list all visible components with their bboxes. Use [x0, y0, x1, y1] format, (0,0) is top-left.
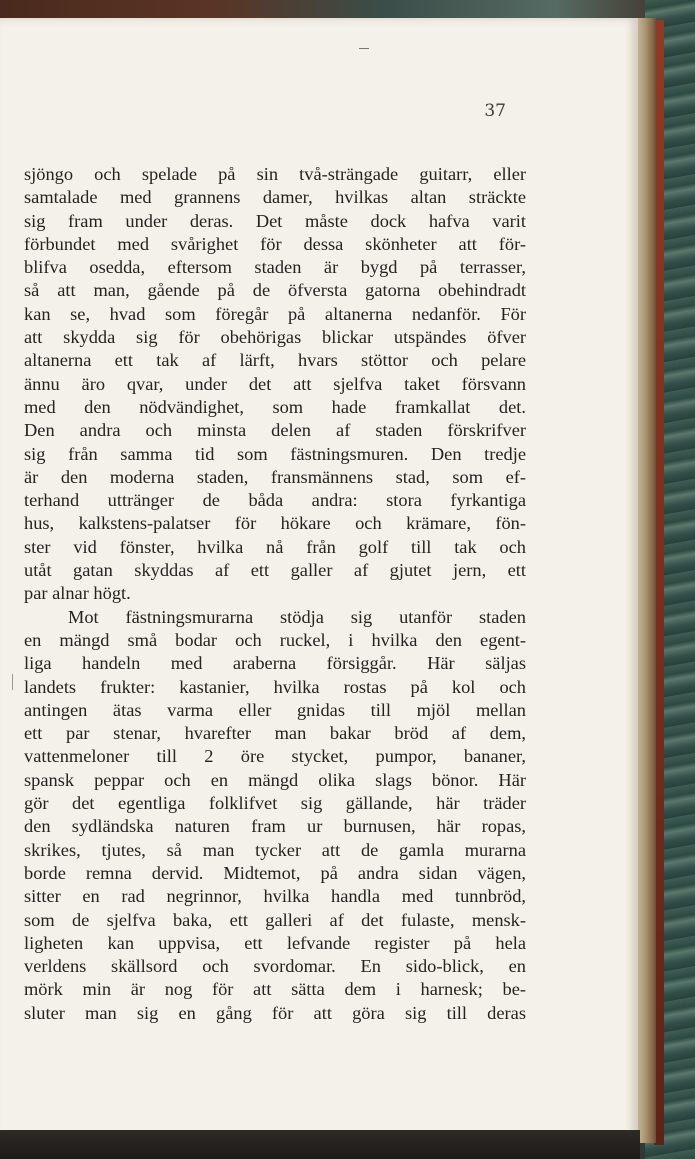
text-line: en mängd små bodar och ruckel, i hvilka den egent- — [24, 629, 526, 650]
text-line: så att man, gående på de öfversta gatorna obehindradt — [24, 280, 526, 301]
text-line: ligheten kan uppvisa, ett lefvande register på hela — [24, 932, 526, 953]
page-stack-edge — [636, 18, 656, 1143]
text-line: sig från samma tid som fästningsmuren. Den tredje — [24, 443, 526, 464]
text-line: ett par stenar, hvarefter man bakar bröd af dem, — [24, 723, 526, 744]
text-line: sitter en rad negrinnor, hvilka handla med tunnbröd, — [24, 886, 526, 907]
text-line: landets frukter: kastanier, hvilka rostas på kol och — [24, 676, 526, 697]
text-line: Den andra och minsta delen af staden förskrifver — [24, 420, 526, 441]
text-line: spansk peppar och en mängd olika slags bönor. Här — [24, 769, 526, 790]
page-number: 37 — [484, 101, 506, 121]
text-line: sig fram under deras. Det måste dock hafva varit — [24, 210, 526, 231]
text-line: verldens skällsord och svordomar. En sido-blick, en — [24, 956, 526, 977]
text-line: ännu äro qvar, under det att sjelfva taket försvann — [24, 373, 526, 394]
text-line: kan se, hvad som föregår på altanerna nedanför. För — [24, 303, 526, 324]
text-line: Mot fästningsmurarna stödja sig utanför staden — [68, 606, 526, 627]
text-line: förbundet med svårighet för dessa skönheter att för- — [24, 233, 526, 254]
text-line: att skydda sig för obehörigas blickar utspändes öfver — [24, 327, 526, 348]
book-bottom-edge — [0, 1130, 640, 1159]
text-line: ster vid fönster, hvilka nå från golf till tak och — [24, 536, 526, 557]
text-line: par alnar högt. — [24, 583, 131, 604]
text-line: terhand uttränger de båda andra: stora fyrkantiga — [24, 490, 526, 511]
print-mark — [359, 48, 369, 49]
text-line: utåt gatan skyddas af ett galler af gjutet jern, ett — [24, 560, 526, 581]
text-line: mörk min är nog för att sätta dem i harnesk; be- — [24, 979, 526, 1000]
text-line: gör det egentliga folklifvet sig gällande, här träder — [24, 793, 526, 814]
text-line: med den nödvändighet, som hade framkallat det. — [24, 396, 526, 417]
text-line: antingen ätas varma eller gnidas till mjöl mellan — [24, 699, 526, 720]
text-line: borde remna dervid. Midtemot, på andra sidan vägen, — [24, 862, 526, 883]
text-line: sluter man sig en gång för att göra sig till deras — [24, 1002, 526, 1023]
text-line: hus, kalkstens-palatser för hökare och krämare, fön- — [24, 513, 526, 534]
text-line: blifva osedda, eftersom staden är bygd på terrasser, — [24, 257, 526, 278]
text-line: som de sjelfva baka, ett galleri af det fulaste, mensk- — [24, 909, 526, 930]
text-line: är den moderna staden, fransmännens stad, som ef- — [24, 466, 526, 487]
text-line: sjöngo och spelade på sin två-strängade guitarr, eller — [24, 164, 526, 184]
body-text — [24, 163, 526, 1025]
margin-mark — [12, 674, 13, 690]
text-line: skrikes, tjutes, så man tycker att de gamla murarna — [24, 839, 526, 860]
text-line: altanerna ett tak af lärft, hvars stöttor och pelare — [24, 350, 526, 371]
text-line: liga handeln med araberna försiggår. Här säljas — [24, 653, 526, 674]
text-line: vattenmeloner till 2 öre stycket, pumpor, bananer, — [24, 746, 526, 767]
text-line: samtalade med grannens damer, hvilkas altan sträckte — [24, 187, 526, 208]
page-sheet — [0, 18, 638, 1143]
text-line: den sydländska naturen fram ur burnusen, här ropas, — [24, 816, 526, 837]
